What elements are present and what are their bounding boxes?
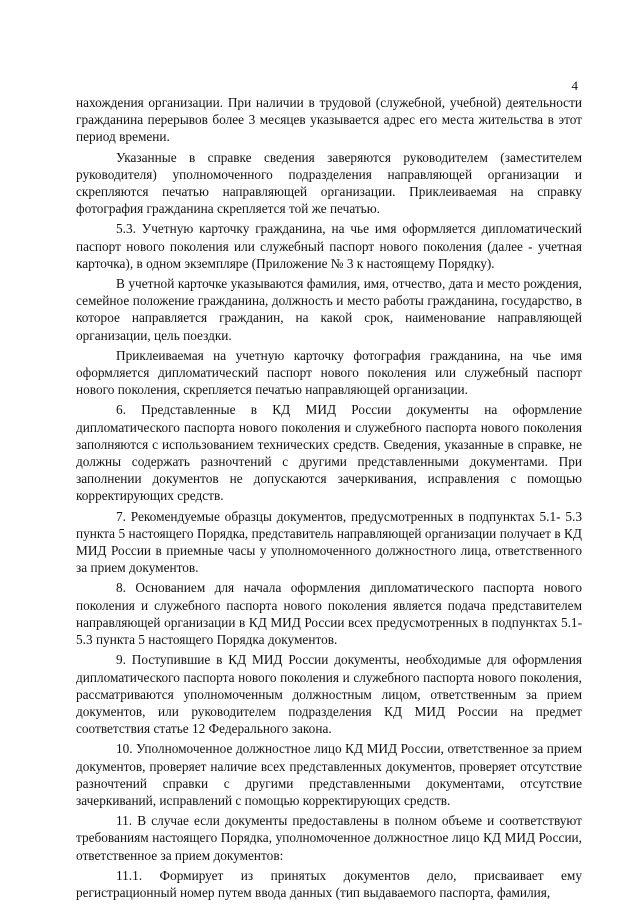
paragraph: В учетной карточке указываются фамилия, имя, отчество, дата и место рождения, семейное положение гражданина, должность и место работы гражданина, государство, в которое направляется гражданин, на какой срок, наименование направляющей организации, цель поездки. — [76, 276, 582, 343]
paragraph: 5.3. Учетную карточку гражданина, на чье имя оформляется дипломатический паспорт нового поколения или служебный паспорт нового поколения (далее - учетная карточка), в одном экземпляре (Приложение № 3 к настоящему Порядку). — [76, 221, 582, 271]
paragraph: 10. Уполномоченное должностное лицо КД МИД России, ответственное за прием документов, проверяет наличие всех представленных документов, проверяет отсутствие разночтений справки с другими представленными документами, отсутствие зачеркиваний, исправлений с помощью корректирующих средств. — [76, 741, 582, 808]
paragraph: нахождения организации. При наличии в трудовой (служебной, учебной) деятельности гражданина перерывов более 3 месяцев указывается адрес его места жительства в этот период времени. — [76, 95, 582, 145]
paragraph: Приклеиваемая на учетную карточку фотография гражданина, на чье имя оформляется дипломатический паспорт нового поколения или служебный паспорт нового поколения, скрепляется печатью направляющей организации. — [76, 347, 582, 398]
paragraph: 6. Представленные в КД МИД России документы на оформление дипломатического паспорта нового поколения и служебного паспорта нового поколения заполняются с использованием технических средств. Сведения, указанные в справке, не должны содержать разночтений с другими представленными документами. При заполнении документов не допускаются зачеркивания, исправления с помощью корректирующих средств. — [76, 402, 582, 504]
page-number: 4 — [571, 78, 578, 93]
paragraph: 8. Основанием для начала оформления дипломатического паспорта нового поколения и служебного паспорта нового поколения является подача представителем направляющей организации в КД МИД России всех предусмотренных в подпунктах 5.1- 5.3 пункта 5 настоящего Порядка документов. — [76, 580, 582, 648]
paragraph: 9. Поступившие в КД МИД России документы, необходимые для оформления дипломатического паспорта нового поколения и служебного паспорта нового поколения, рассматриваются уполномоченным должностным лицом, ответственным за прием документов, или руководителем подразделения КД МИД России на предмет соответствия статье 12 Федерального закона. — [76, 652, 582, 737]
paragraph: Указанные в справке сведения заверяются руководителем (заместителем руководителя) уполномоченного подразделения направляющей организации и скрепляются печатью направляющей организации. Приклеиваемая на справку фотография гражданина скрепляется той же печатью. — [76, 149, 582, 217]
body-text — [76, 94, 582, 904]
paragraph: 7. Рекомендуемые образцы документов, предусмотренных в подпунктах 5.1- 5.3 пункта 5 настоящего Порядка, представитель направляющей организации получает в КД МИД России в приемные часы у уполномоченного должностного лица, ответственного за прием документов. — [76, 508, 582, 576]
paragraph: 11.1. Формирует из принятых документов дело, присваивает ему регистрационный номер путем ввода данных (тип выдаваемого паспорта, фамилия, — [76, 867, 582, 900]
paragraph: 11. В случае если документы предоставлены в полном объеме и соответствуют требованиям настоящего Порядка, уполномоченное должностное лицо КД МИД России, ответственное за прием документов: — [76, 813, 582, 863]
